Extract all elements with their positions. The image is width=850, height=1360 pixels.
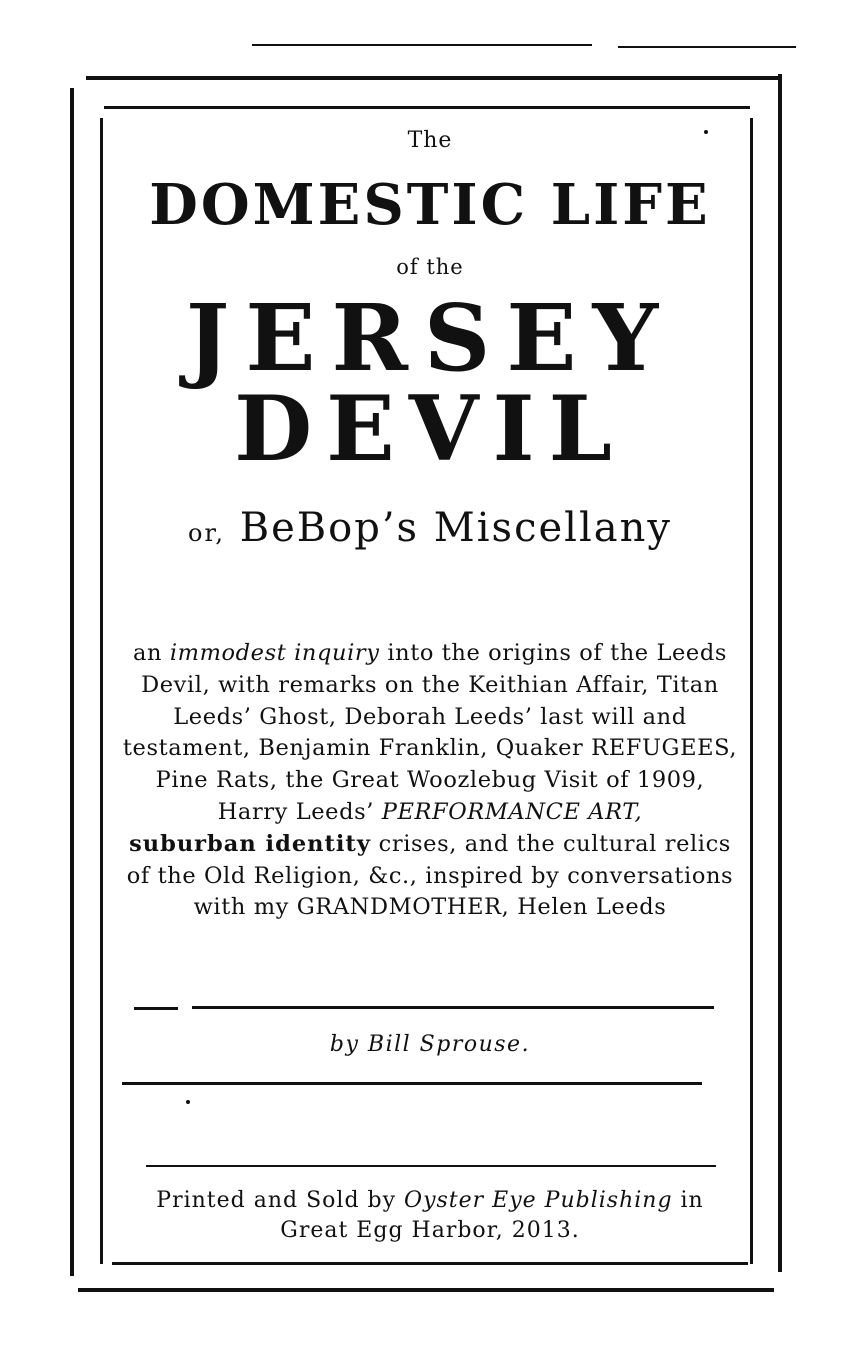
byline: by Bill Sprouse. (329, 1032, 531, 1057)
inner-border-top (104, 106, 750, 109)
description-emphasis: PERFORMANCE ART, (381, 798, 643, 825)
imprint (100, 1186, 760, 1246)
outer-border-top (86, 76, 778, 80)
title-of-the: of the (396, 255, 464, 279)
inner-border-right (750, 118, 753, 1264)
imprint-line: Printed and Sold by Oyster Eye Publishing in (156, 1188, 704, 1213)
title-main: DOMESTIC LIFE (149, 172, 711, 238)
description-line: Pine Rats, the Great Woozlebug Visit of 1909, (155, 767, 705, 794)
description-line: testament, Benjamin Franklin, Quaker REFUGEES, (122, 735, 738, 762)
blackletter-text: suburban identity (129, 830, 371, 857)
imprint-line: Great Egg Harbor, 2013. (280, 1218, 580, 1243)
subtitle-text: BeBop’s Miscellany (239, 505, 672, 551)
outer-border-bottom (78, 1288, 774, 1292)
description-emphasis: immodest inquiry (169, 640, 380, 666)
description (110, 638, 750, 924)
description-line: an immodest inquiry into the origins of the Leeds (133, 640, 727, 666)
outer-border-right (778, 74, 782, 1272)
inner-border-left (100, 118, 103, 1264)
description-line: suburban identity crises, and the cultural relics (129, 830, 731, 857)
rule-below-byline (122, 1082, 702, 1085)
rule-above-byline-short (134, 1007, 178, 1010)
title-the: The (407, 128, 453, 153)
top-dash-rule (252, 44, 592, 46)
subtitle (100, 505, 760, 551)
inner-border-bottom (112, 1262, 748, 1265)
rule-above-imprint (146, 1165, 716, 1167)
description-line: of the Old Religion, &c., inspired by conversations (126, 862, 734, 889)
title-devil: DEVIL (234, 376, 626, 482)
description-line: Devil, with remarks on the Keithian Affair, Titan (141, 671, 719, 698)
rule-above-byline (192, 1006, 714, 1009)
publisher-name: Oyster Eye Publishing (404, 1188, 673, 1213)
description-line: with my GRANDMOTHER, Helen Leeds (193, 894, 667, 921)
top-dash-rule-right (618, 46, 796, 48)
title-jersey: JERSEY (185, 284, 675, 392)
ink-speck (186, 1100, 190, 1104)
subtitle-or: or, (188, 519, 225, 547)
description-line: Leeds’ Ghost, Deborah Leeds’ last will and (173, 703, 687, 730)
outer-border-left (70, 88, 74, 1276)
description-line: Harry Leeds’ PERFORMANCE ART, (217, 798, 643, 825)
